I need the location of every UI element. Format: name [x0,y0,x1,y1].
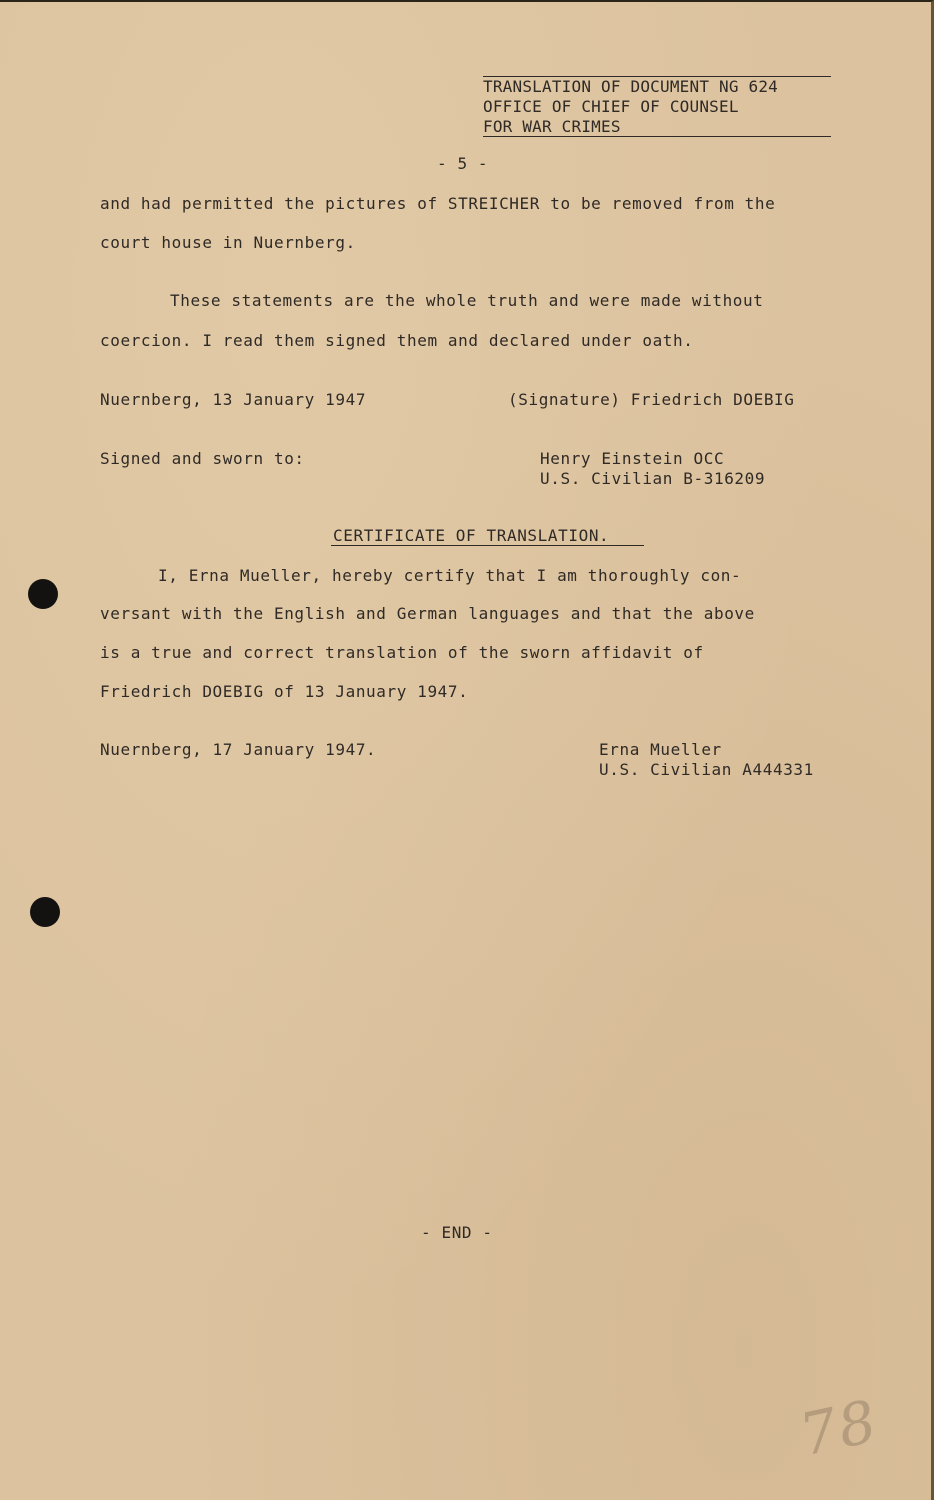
body-paragraph-2-line-1: These statements are the whole truth and were made without [170,291,764,310]
body-paragraph-1-line-1: and had permitted the pictures of STREICHER to be removed from the [100,194,776,213]
punch-hole-upper [28,579,58,609]
certificate-line-3: is a true and correct translation of the sworn affidavit of [100,643,704,662]
pencil-margin-note: 78 [793,1386,885,1470]
sworn-label: Signed and sworn to: [100,449,305,468]
end-marker: - END - [421,1223,493,1242]
certificate-title-underline [331,545,644,546]
header-line-1: TRANSLATION OF DOCUMENT NG 624 [483,76,831,97]
translator-name: Erna Mueller [599,740,722,759]
translator-id: U.S. Civilian A444331 [599,760,814,779]
witness-id: U.S. Civilian B-316209 [540,469,766,488]
punch-hole-lower [30,897,60,927]
body-paragraph-2-line-2: coercion. I read them signed them and declared under oath. [100,331,694,350]
certificate-title: CERTIFICATE OF TRANSLATION. [333,526,610,545]
header-rule [483,136,831,137]
certificate-place-date: Nuernberg, 17 January 1947. [100,740,377,759]
certificate-line-4: Friedrich DOEBIG of 13 January 1947. [100,682,469,701]
affidavit-place-date: Nuernberg, 13 January 1947 [100,390,367,409]
affidavit-signature: (Signature) Friedrich DOEBIG [508,390,795,409]
header-line-2: OFFICE OF CHIEF OF COUNSEL [483,97,739,116]
certificate-line-1: I, Erna Mueller, hereby certify that I am thoroughly con- [158,566,742,585]
document-header [483,76,831,137]
header-line-3: FOR WAR CRIMES [483,117,621,136]
certificate-line-2: versant with the English and German languages and that the above [100,604,755,623]
page-number: - 5 - [437,154,489,173]
body-paragraph-1-line-2: court house in Nuernberg. [100,233,356,252]
witness-name: Henry Einstein OCC [540,449,725,468]
